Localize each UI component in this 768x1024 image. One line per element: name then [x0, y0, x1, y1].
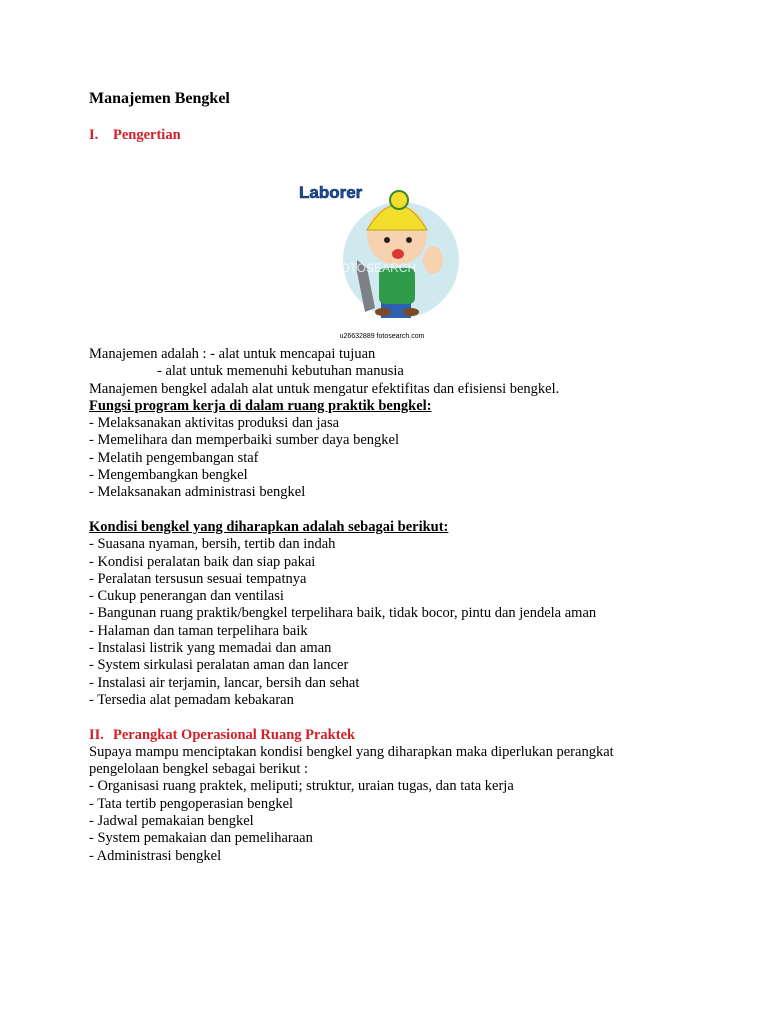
- laborer-cartoon-image: [293, 160, 471, 332]
- list-item: - Cukup penerangan dan ventilasi: [89, 588, 284, 605]
- list-item: - Instalasi listrik yang memadai dan aman: [89, 640, 332, 657]
- section-label: Pengertian: [113, 127, 181, 143]
- list-item: - Instalasi air terjamin, lancar, bersih dan sehat: [89, 674, 360, 691]
- section-number: II.: [89, 726, 104, 743]
- svg-text:Laborer: Laborer: [299, 183, 363, 202]
- list-item: - Administrasi bengkel: [89, 847, 222, 864]
- list-item: - Memelihara dan memperbaiki sumber daya bengkel: [89, 432, 400, 449]
- image-caption: u26632889 fotosearch.com: [339, 333, 425, 340]
- document-body: [89, 346, 729, 865]
- paragraph-line: Supaya mampu menciptakan kondisi bengkel yang diharapkan maka diperlukan perangkat: [89, 743, 614, 760]
- list-item: - Melaksanakan aktivitas produksi dan jasa: [89, 415, 340, 432]
- kondisi-heading: Kondisi bengkel yang diharapkan adalah sebagai berikut:: [89, 518, 449, 535]
- list-item: - Mengembangkan bengkel: [89, 467, 248, 484]
- list-item: - System pemakaian dan pemeliharaan: [89, 830, 313, 847]
- section-heading-pengertian: [89, 127, 181, 144]
- list-item: - Halaman dan taman terpelihara baik: [89, 622, 308, 639]
- definition-line: - alat untuk memenuhi kebutuhan manusia: [157, 363, 404, 380]
- list-item: - Tersedia alat pemadam kebakaran: [89, 691, 294, 708]
- document-title: Manajemen Bengkel: [89, 90, 230, 107]
- section-number: I.: [89, 127, 99, 143]
- list-item: - Suasana nyaman, bersih, tertib dan indah: [89, 536, 336, 553]
- list-item: - Melaksanakan administrasi bengkel: [89, 484, 306, 501]
- section-heading-perangkat: [89, 727, 729, 744]
- list-item: - System sirkulasi peralatan aman dan lancer: [89, 657, 349, 674]
- list-item: - Melatih pengembangan staf: [89, 449, 259, 466]
- section-label: Perangkat Operasional Ruang Praktek: [113, 726, 356, 743]
- laborer-illustration: [293, 160, 471, 350]
- paragraph-line: pengelolaan bengkel sebagai berikut :: [89, 761, 309, 778]
- list-item: - Jadwal pemakaian bengkel: [89, 813, 254, 830]
- definition-line: Manajemen adalah : - alat untuk mencapai tujuan: [89, 346, 376, 362]
- definition-line: Manajemen bengkel adalah alat untuk mengatur efektifitas dan efisiensi bengkel.: [89, 380, 560, 397]
- list-item: - Tata tertib pengoperasian bengkel: [89, 795, 294, 812]
- list-item: - Bangunan ruang praktik/bengkel terpelihara baik, tidak bocor, pintu dan jendela aman: [89, 605, 597, 622]
- list-item: - Peralatan tersusun sesuai tempatnya: [89, 570, 307, 587]
- fungsi-heading: Fungsi program kerja di dalam ruang praktik bengkel:: [89, 397, 432, 414]
- list-item: - Kondisi peralatan baik dan siap pakai: [89, 553, 316, 570]
- list-item: - Organisasi ruang praktek, meliputi; struktur, uraian tugas, dan tata kerja: [89, 778, 514, 795]
- watermark: FOTOSEARCH: [333, 261, 417, 275]
